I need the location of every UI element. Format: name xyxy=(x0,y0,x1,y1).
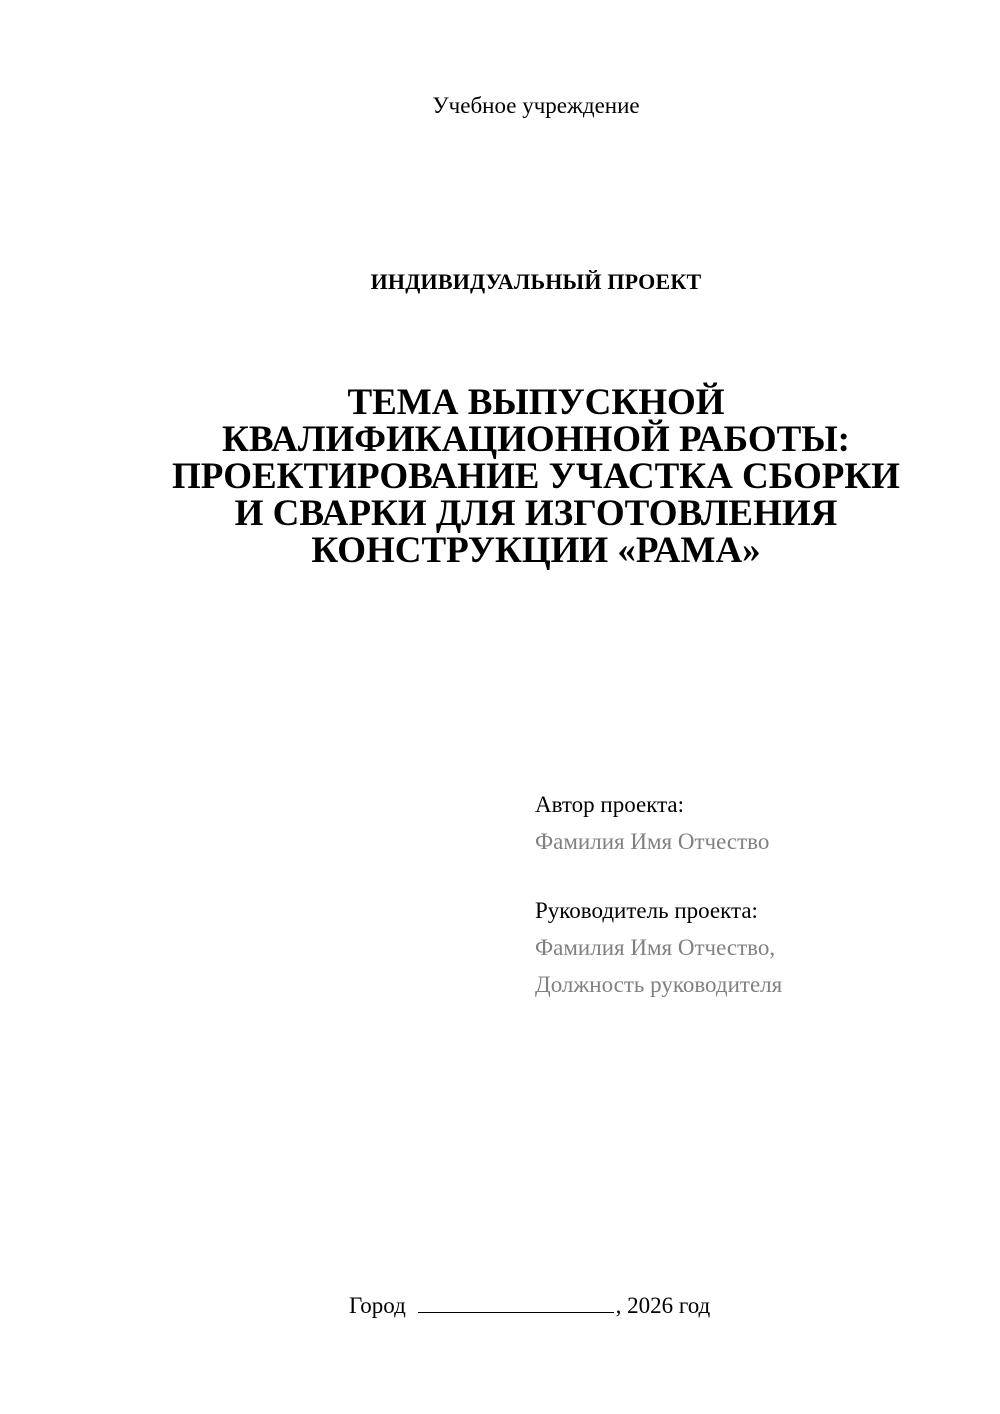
project-topic xyxy=(0,384,1000,569)
supervisor-name-placeholder: Фамилия Имя Отчество, xyxy=(535,935,776,960)
supervisor-position-placeholder: Должность руководителя xyxy=(535,972,783,997)
author-label: Автор проекта: xyxy=(535,792,684,817)
supervisor-label: Руководитель проекта: xyxy=(535,898,758,923)
supervisor-block xyxy=(535,892,955,1003)
topic-line: И СВАРКИ ДЛЯ ИЗГОТОВЛЕНИЯ xyxy=(234,493,838,534)
topic-line: КВАЛИФИКАЦИОННОЙ РАБОТЫ: xyxy=(222,419,850,460)
topic-line: КОНСТРУКЦИИ «РАМА» xyxy=(311,530,761,571)
city-year-line xyxy=(349,1290,710,1321)
topic-line: ПРОЕКТИРОВАНИЕ УЧАСТКА СБОРКИ xyxy=(172,456,900,497)
topic-line: ТЕМА ВЫПУСКНОЙ xyxy=(347,382,725,423)
author-name-placeholder: Фамилия Имя Отчество xyxy=(535,829,770,854)
city-label: Город xyxy=(349,1293,406,1318)
project-type-heading: ИНДИВИДУАЛЬНЫЙ ПРОЕКТ xyxy=(370,269,702,294)
institution-name: Учебное учреждение xyxy=(432,93,640,118)
city-blank-underline xyxy=(418,1290,614,1313)
author-block xyxy=(535,786,955,860)
year-text: , 2026 год xyxy=(615,1293,711,1318)
